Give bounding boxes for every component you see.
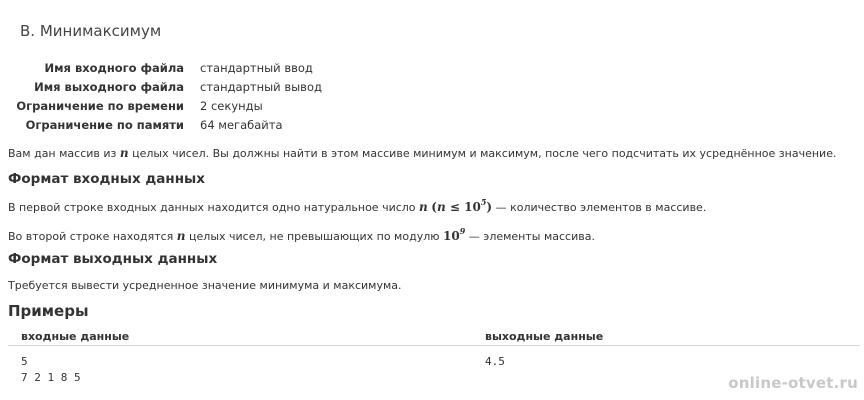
limits-row [0,77,420,96]
math-exponent: 5 [480,197,487,207]
math-power [443,226,466,243]
math-var-n: n [419,200,428,214]
examples-header-row [8,330,860,346]
statement-paragraph [8,146,836,160]
output-format-heading: Формат выходных данных [8,251,218,267]
examples-output-header: выходные данные [485,330,604,343]
limit-value-time: 2 секунды [200,98,263,113]
limits-row [0,58,420,77]
input-format-line-1 [8,198,706,214]
examples-input-header: входные данные [21,330,130,343]
math-var-n: n [436,200,446,214]
input-format-line-2 [8,227,595,243]
input-format-heading: Формат входных данных [8,171,205,187]
math-constraint: $(n \le 10^5)$ [431,197,493,214]
math-var-n: n [176,229,186,243]
watermark: online-otvet.ru [728,374,858,392]
limits-row [0,96,420,115]
input-line1-text-before: В первой строке входных данных находится одно натуральное число [8,201,416,214]
input-line2-text-after: — элементы массива. [468,230,595,243]
input-line1-text-after: — количество элементов в массиве. [495,201,707,214]
example-input-block[interactable]: 5 7 2 1 8 5 [21,355,81,384]
limit-label-time: Ограничение по времени [16,98,184,113]
math-leq: ≤ [449,200,460,214]
limit-value-input-file: стандартный ввод [200,60,313,75]
math-exponent: 9 [459,226,466,236]
output-format-text: Требуется вывести усредненное значение минимума и максимума. [8,279,402,292]
problem-title: B. Минимаксимум [20,22,162,40]
limits-row [0,115,420,134]
limit-value-memory: 64 мегабайта [200,117,283,132]
limit-value-output-file: стандартный вывод [200,79,322,94]
statement-text-after: целых чисел. Вы должны найти в этом массиве минимум и максимум, после чего подсчитать их усреднённое значение. [132,147,837,160]
limit-label-output-file: Имя выходного файла [34,79,184,94]
math-var-n: n [119,146,129,160]
math-base: 10 [443,229,460,243]
limits-table [0,58,420,134]
input-line2-text-before: Во второй строке находятся [8,230,174,243]
input-line2-text-middle: целых чисел, не превышающих по модулю [189,230,440,243]
statement-text-before: Вам дан массив из [8,147,117,160]
example-output-block[interactable]: 4.5 [485,355,505,368]
limit-label-memory: Ограничение по памяти [25,117,184,132]
limit-label-input-file: Имя входного файла [44,60,184,75]
math-base: 10 [464,200,481,214]
examples-heading: Примеры [8,302,89,320]
